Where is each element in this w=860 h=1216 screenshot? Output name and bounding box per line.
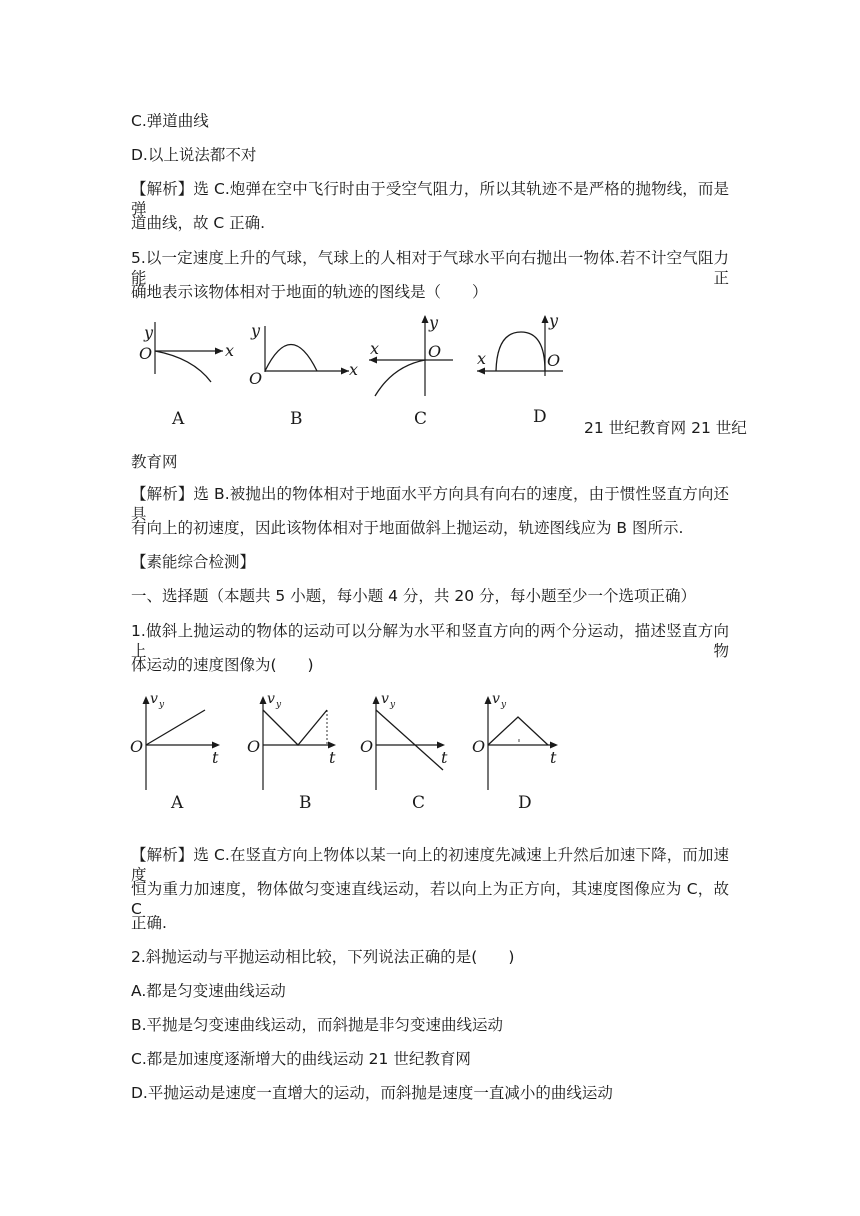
origin-label: O	[472, 737, 486, 756]
trajectory-graph-b	[249, 321, 358, 429]
graph-caption-d: D	[533, 407, 547, 427]
origin-label: O	[547, 351, 561, 370]
axis-x-label: x	[370, 339, 380, 358]
axis-x-label: x	[477, 349, 487, 368]
q2-option-d: D.平抛运动是速度一直增大的运动，而斜抛是速度一直减小的曲线运动	[131, 1084, 613, 1102]
axis-y-label: y	[251, 321, 261, 340]
origin-label: O	[247, 737, 261, 756]
axis-y-label: y	[429, 313, 439, 332]
q5-watermark: 21 世纪教育网 21 世纪	[584, 419, 747, 437]
velocity-graph-b	[247, 691, 336, 813]
q1-answer-analysis-cont: 恒为重力加速度，物体做匀变速直线运动，若以向上为正方向，其速度图像应为 C，故 C	[131, 880, 729, 918]
q4-option-d: D.以上说法都不对	[131, 146, 257, 164]
q1-stem-cont: 体运动的速度图像为( )	[131, 656, 314, 674]
q5-trajectory-figure	[131, 312, 601, 432]
q1-stem: 1.做斜上抛运动的物体的运动可以分解为水平和竖直方向的两个分运动，描述竖直方向上物	[131, 622, 729, 660]
graph-caption-a: A	[172, 409, 185, 429]
graph-caption-b: B	[299, 793, 312, 813]
axis-t-label: t	[329, 748, 336, 767]
q5-answer-analysis-cont: 有向上的初速度，因此该物体相对于地面做斜上抛运动，轨迹图线应为 B 图所示.	[131, 519, 684, 537]
velocity-graph-d	[472, 691, 558, 813]
axis-v-sub: y	[159, 700, 165, 710]
trajectory-graph-a	[139, 322, 234, 429]
q5-stem-cont: 确地表示该物体相对于地面的轨迹的图线是（ ）	[131, 283, 488, 301]
axis-t-label: t	[212, 748, 219, 767]
q5-watermark-cont: 教育网	[131, 453, 178, 471]
q1-velocity-figure	[126, 688, 566, 816]
graph-caption-c: C	[412, 793, 426, 813]
trajectory-graph-c	[369, 313, 453, 429]
origin-label: O	[249, 369, 263, 388]
q4-answer-analysis: 【解析】选 C.炮弹在空中飞行时由于受空气阻力，所以其轨迹不是严格的抛物线，而是弹	[131, 180, 729, 218]
axis-v-sub: y	[276, 700, 282, 710]
graph-caption-c: C	[414, 409, 428, 429]
q4-answer-analysis-cont: 道曲线，故 C 正确.	[131, 214, 266, 232]
axis-y-label: y	[144, 323, 154, 342]
axis-v-sub: y	[390, 700, 396, 710]
q5-stem: 5.以一定速度上升的气球，气球上的人相对于气球水平向右抛出一物体.若不计空气阻力能正	[131, 249, 729, 287]
q5-answer-analysis: 【解析】选 B.被抛出的物体相对于地面水平方向具有向右的速度，由于惯性竖直方向还具	[131, 485, 729, 523]
axis-y-label: y	[549, 311, 559, 330]
axis-v-sub: y	[501, 700, 507, 710]
origin-label: O	[428, 342, 442, 361]
q1-answer-analysis-end: 正确.	[131, 914, 167, 932]
q4-option-c: C.弹道曲线	[131, 112, 209, 130]
origin-label: O	[139, 344, 153, 363]
velocity-graph-a	[130, 691, 220, 813]
axis-x-label: x	[225, 341, 235, 360]
q2-option-b: B.平抛是匀变速曲线运动，而斜抛是非匀变速曲线运动	[131, 1016, 504, 1034]
section-heading: 【素能综合检测】	[131, 553, 256, 571]
axis-t-label: t	[550, 748, 557, 767]
axis-v-label: v	[150, 691, 158, 707]
q2-stem: 2.斜抛运动与平抛运动相比较，下列说法正确的是( )	[131, 948, 515, 966]
axis-v-label: v	[267, 691, 275, 707]
axis-t-label: t	[441, 748, 448, 767]
axis-v-label: v	[381, 691, 389, 707]
axis-x-label: x	[349, 360, 359, 379]
graph-caption-a: A	[171, 793, 184, 813]
part-one-heading: 一、选择题（本题共 5 小题，每小题 4 分，共 20 分，每小题至少一个选项正确）	[131, 587, 697, 605]
q2-option-c: C.都是加速度逐渐增大的曲线运动 21 世纪教育网	[131, 1050, 471, 1068]
velocity-graph-c	[360, 691, 448, 813]
trajectory-graph-d	[477, 311, 563, 427]
graph-caption-d: D	[518, 793, 532, 813]
origin-label: O	[130, 737, 144, 756]
axis-v-label: v	[492, 691, 500, 707]
q1-answer-analysis: 【解析】选 C.在竖直方向上物体以某一向上的初速度先减速上升然后加速下降，而加速度	[131, 846, 729, 884]
graph-caption-b: B	[290, 409, 303, 429]
origin-label: O	[360, 737, 374, 756]
q2-option-a: A.都是匀变速曲线运动	[131, 982, 286, 1000]
